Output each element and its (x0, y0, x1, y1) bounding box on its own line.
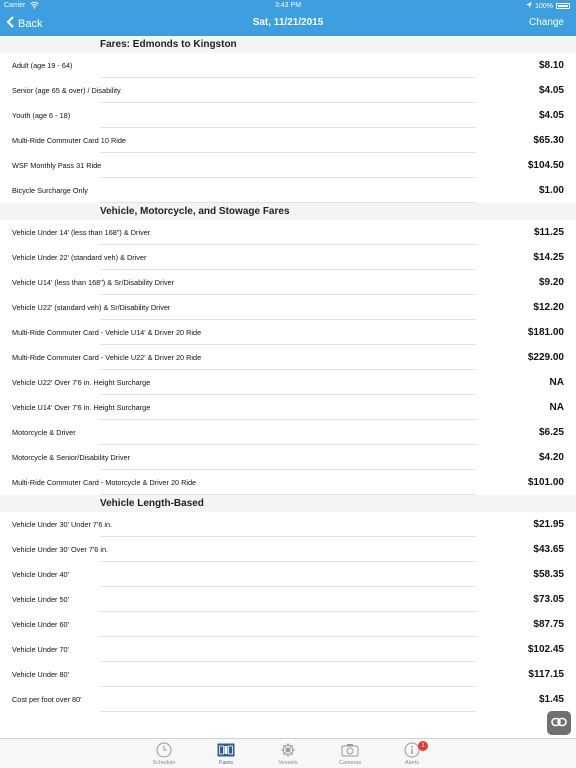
fare-label: Vehicle Under 60' (12, 620, 69, 629)
fare-price: $104.50 (527, 160, 564, 171)
fare-row (0, 270, 576, 295)
fare-price: $101.00 (527, 477, 564, 488)
fare-row (0, 220, 576, 245)
fare-price: $8.10 (538, 60, 564, 71)
fare-row (0, 320, 576, 345)
fare-row (0, 153, 576, 178)
fare-row (0, 245, 576, 270)
fare-label: Vehicle Under 80' (12, 670, 69, 679)
fare-label: Vehicle U14' Over 7'6 in. Height Surcharge (12, 403, 151, 412)
fare-price: $65.30 (533, 135, 564, 146)
fare-price: $117.15 (528, 669, 564, 680)
fare-row (0, 662, 576, 687)
tab-label: Fares (218, 760, 234, 766)
fare-row (0, 370, 576, 395)
tab-alerts[interactable] (382, 741, 442, 768)
change-button[interactable]: Change (528, 17, 564, 28)
link-toggle-button[interactable] (547, 711, 571, 735)
fare-label: Adult (age 19 - 64) (12, 61, 73, 70)
fare-ticket-icon (196, 741, 256, 759)
tab-fares[interactable] (196, 741, 256, 768)
fare-row (0, 470, 576, 495)
fare-row (0, 103, 576, 128)
section-header: Vehicle Length-Based (0, 495, 576, 512)
fare-price: $229.00 (527, 352, 564, 363)
fare-label: Multi-Ride Commuter Card - Motorcycle & Driver 20 Ride (12, 478, 197, 487)
status-bar (0, 0, 576, 12)
fare-label: Multi-Ride Commuter Card 10 Ride (12, 136, 126, 145)
info-icon (382, 741, 442, 759)
fare-price: $181.00 (527, 327, 564, 338)
fare-price: $1.00 (538, 185, 564, 196)
alert-count-badge: 1 (418, 741, 428, 751)
tab-bar (0, 738, 576, 768)
fare-label: Vehicle Under 50' (12, 595, 69, 604)
section-header: Fares: Edmonds to Kingston (0, 36, 576, 53)
fare-price: $1.45 (538, 694, 564, 705)
fare-row (0, 637, 576, 662)
fare-price: NA (549, 377, 564, 388)
fare-row (0, 295, 576, 320)
carrier-label: Carrier (4, 2, 26, 9)
camera-icon (320, 741, 380, 759)
fare-row (0, 345, 576, 370)
fare-price: $4.05 (538, 110, 564, 121)
fare-label: Vehicle Under 70' (12, 645, 69, 654)
fare-label: Vehicle U14' (less than 168") & Sr/Disability Driver (12, 278, 175, 287)
fare-label: Vehicle Under 30' Under 7'6 in. (12, 520, 113, 529)
fare-price: $43.65 (533, 544, 564, 555)
fare-row (0, 53, 576, 78)
fares-list[interactable] (0, 36, 576, 738)
status-time: 3:43 PM (274, 2, 302, 9)
fare-label: Senior (age 65 & over) / Disability (12, 86, 121, 95)
fare-label: WSF Monthly Pass 31 Ride (12, 161, 102, 170)
fare-label: Multi-Ride Commuter Card - Vehicle U22' & Driver 20 Ride (12, 353, 202, 362)
fare-row (0, 395, 576, 420)
fare-row (0, 78, 576, 103)
fare-label: Vehicle Under 30' Over 7'6 in. (12, 545, 109, 554)
link-icon (551, 714, 567, 732)
fare-label: Vehicle Under 40' (12, 570, 69, 579)
fare-price: $21.95 (533, 519, 564, 530)
navigation-bar (0, 12, 576, 36)
fare-label: Bicycle Surcharge Only (12, 186, 88, 195)
fare-row (0, 178, 576, 203)
fare-price: $14.25 (533, 252, 564, 263)
page-title: Sat, 11/21/2015 (252, 17, 324, 28)
fare-label: Multi-Ride Commuter Card - Vehicle U14' & Driver 20 Ride (12, 328, 202, 337)
fare-row (0, 612, 576, 637)
tab-cameras[interactable] (320, 741, 380, 768)
fare-row (0, 562, 576, 587)
fare-price: $12.20 (533, 302, 564, 313)
location-arrow-icon (526, 2, 532, 10)
fare-price: NA (549, 402, 564, 413)
fare-price: $9.20 (538, 277, 564, 288)
fare-row (0, 128, 576, 153)
back-label: Back (18, 17, 43, 30)
fare-label: Vehicle Under 14' (less than 168") & Driver (12, 228, 151, 237)
fare-price: $87.75 (533, 619, 564, 630)
fare-label: Vehicle U22' (standard veh) & Sr/Disability Driver (12, 303, 171, 312)
fare-price: $73.05 (533, 594, 564, 605)
tab-vessels[interactable] (258, 741, 318, 768)
fare-row (0, 512, 576, 537)
fare-price: $58.35 (533, 569, 564, 580)
fare-row (0, 445, 576, 470)
fare-price: $6.25 (538, 427, 564, 438)
fare-label: Motorcycle & Senior/Disability Driver (12, 453, 130, 462)
fare-label: Vehicle Under 22' (standard veh) & Driver (12, 253, 147, 262)
fare-row (0, 687, 576, 712)
fare-row (0, 420, 576, 445)
tab-label: Vessels (278, 760, 298, 766)
battery-percent: 100% (535, 2, 553, 10)
section-header: Vehicle, Motorcycle, and Stowage Fares (0, 203, 576, 220)
fare-price: $11.25 (533, 227, 564, 238)
fare-price: $4.20 (538, 452, 564, 463)
fare-price: $102.45 (527, 644, 564, 655)
tab-label: Alerts (404, 760, 420, 766)
fare-row (0, 587, 576, 612)
tab-schedule[interactable] (134, 741, 194, 768)
fare-price: $4.05 (538, 85, 564, 96)
fare-label: Youth (age 6 - 18) (12, 111, 71, 120)
fare-label: Vehicle U22' Over 7'6 in. Height Surcharge (12, 378, 151, 387)
fare-label: Motorcycle & Driver (12, 428, 76, 437)
tab-label: Schedule (152, 760, 176, 766)
fare-label: Cost per foot over 80' (12, 695, 82, 704)
fare-row (0, 537, 576, 562)
battery-icon (556, 3, 570, 9)
tab-label: Cameras (338, 760, 362, 766)
ship-wheel-icon (258, 741, 318, 759)
clock-icon (134, 741, 194, 759)
